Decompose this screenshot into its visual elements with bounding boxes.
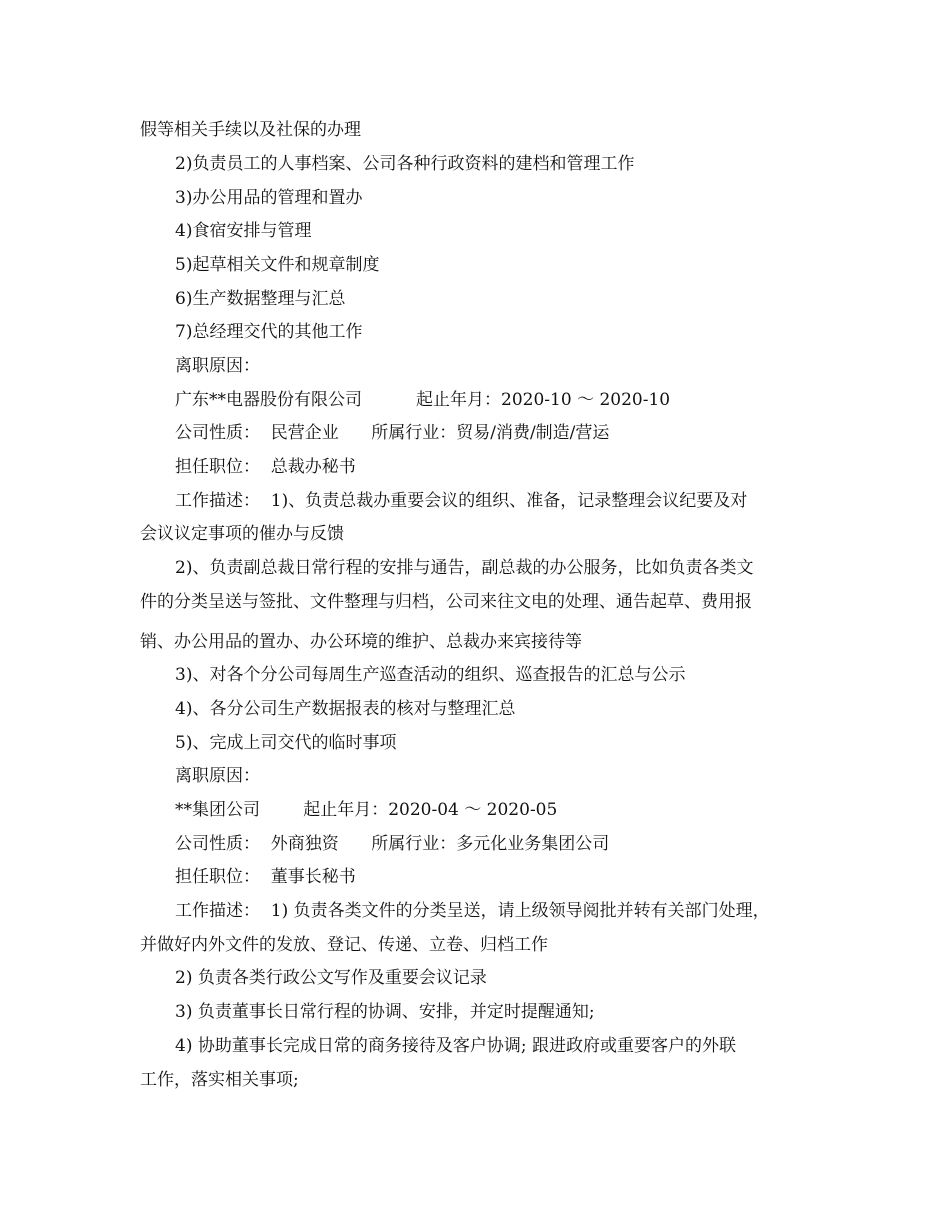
text-line: 4)、各分公司生产数据报表的核对与整理汇总: [175, 699, 516, 719]
text-line: 2)、负责副总裁日常行程的安排与通告，副总裁的办公服务，比如负责各类文: [175, 558, 754, 578]
text-line: 工作，落实相关事项;: [140, 1070, 299, 1090]
text-line: 5)、完成上司交代的临时事项: [175, 733, 397, 753]
section-label: 离职原因：: [175, 766, 260, 786]
text-line: 并做好内外文件的发放、登记、传递、立卷、归档工作: [140, 935, 548, 955]
text-line: 3)办公用品的管理和置办: [175, 188, 363, 208]
text-line: 件的分类呈送与签批、文件整理与归档，公司来往文电的处理、通告起草、费用报: [140, 592, 752, 612]
text-line: 销、办公用品的置办、办公环境的维护、总裁办来宾接待等: [140, 632, 582, 652]
text-line: 4) 协助董事长完成日常的商务接待及客户协调; 跟进政府或重要客户的外联: [175, 1036, 736, 1056]
section-label: 离职原因：: [175, 356, 260, 376]
company-header: 广东**电器股份有限公司 起止年月：2020-10 ～ 2020-10: [175, 390, 671, 410]
text-line: 2) 负责各类行政公文写作及重要会议记录: [175, 968, 487, 988]
text-line: 2)负责员工的人事档案、公司各种行政资料的建档和管理工作: [175, 154, 635, 174]
company-header: **集团公司 起止年月：2020-04 ～ 2020-05: [175, 800, 558, 820]
text-line: 会议议定事项的催办与反馈: [140, 524, 344, 544]
position-line: 担任职位： 董事长秘书: [175, 867, 356, 887]
company-info: 公司性质： 外商独资 所属行业：多元化业务集团公司: [175, 834, 610, 854]
text-line: 假等相关手续以及社保的办理: [140, 120, 361, 140]
text-line: 7)总经理交代的其他工作: [175, 322, 363, 342]
text-line: 6)生产数据整理与汇总: [175, 289, 346, 309]
text-line: 工作描述： 1)、负责总裁办重要会议的组织、准备，记录整理会议纪要及对: [175, 491, 748, 511]
text-line: 3) 负责董事长日常行程的协调、安排，并定时提醒通知;: [175, 1002, 595, 1022]
company-info: 公司性质： 民营企业 所属行业：贸易/消费/制造/营运: [175, 423, 610, 443]
text-line: 工作描述： 1) 负责各类文件的分类呈送，请上级领导阅批并转有关部门处理，: [175, 901, 770, 921]
position-line: 担任职位： 总裁办秘书: [175, 457, 356, 477]
text-line: 3)、对各个分公司每周生产巡查活动的组织、巡查报告的汇总与公示: [175, 665, 686, 685]
text-line: 5)起草相关文件和规章制度: [175, 255, 380, 275]
text-line: 4)食宿安排与管理: [175, 221, 312, 241]
